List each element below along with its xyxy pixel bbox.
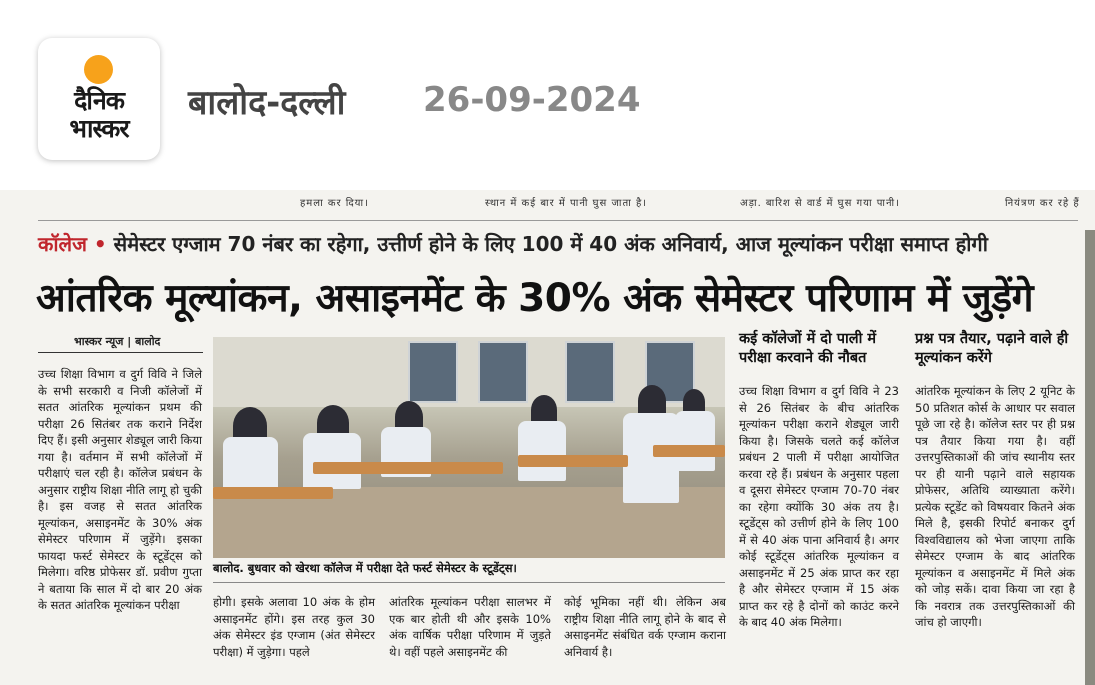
logo-text-line2: भास्कर — [69, 114, 129, 143]
logo-text-line1: दैनिक — [74, 86, 124, 115]
photo-caption: बालोद. बुधवार को खेरथा कॉलेज में परीक्षा देते फर्स्ट सेमेस्टर के स्टूडेंट्स। — [213, 561, 517, 575]
subheading-1: कई कॉलेजों में दो पाली में परीक्षा करवाने की नौबत — [739, 331, 877, 366]
edition-place: बालोद-दल्ली — [188, 83, 346, 123]
kicker-tag: कॉलेज — [38, 232, 87, 256]
article-column-3: आंतरिक मूल्यांकन परीक्षा सालभर में एक बार होती थी और इसके 10% अंक वार्षिक परीक्षा परिणाम में जुड़ते थे। वहीं पहले असाइनमेंट की — [389, 595, 551, 659]
cut-off-text-row — [0, 190, 1095, 212]
cut-text: अड़ा. बारिश से वार्ड में घुस गया पानी। — [740, 198, 900, 209]
subheading-2: प्रश्न पत्र तैयार, पढ़ाने वाले ही मूल्यांकन करेंगे — [915, 331, 1069, 366]
sun-icon — [84, 55, 113, 84]
app-header — [0, 0, 1095, 200]
article-column-2: होगी। इसके अलावा 10 अंक के होम असाइनमेंट होंगे। इस तरह कुल 30 अंक सेमेस्टर इंड एग्जाम (अंत सेमेस्टर परीक्षा) में जुड़ेगा। पहले — [213, 595, 375, 659]
adjacent-photo-edge — [1085, 230, 1095, 685]
article-column-1: उच्च शिक्षा विभाग व दुर्ग विवि ने जिले के सभी सरकारी व निजी कॉलेजों में सतत आंतरिक मूल्यांकन प्रथम की परीक्षा 26 सितंबर तक कराने निर्देश दिए हैं। इसी अनुसार शेड्यूल जारी किया गया है। वर्तमान में सभी कॉलेजों में परीक्षाएं चल रही है। कॉलेज प्रबंधन के अनुसार राष्ट्रीय शिक्षा नीति लागू हो चुकी है। इस वजह से सतत आंतरिक मूल्यांकन, असाइनमेंट के 30% अंक सेमेस्टर परिणाम में जुड़ेंगे। इसका फायदा फर्स्ट सेमेस्टर के स्टूडेंट्स को मिलेगा। वरिष्ठ प्रोफेसर डॉ. प्रवीण गुप्ता ने बताया कि साल में दो बार 20 अंक के सतत आंतरिक मूल्यांकन परीक्षा — [38, 367, 202, 612]
bullet-icon: • — [93, 232, 114, 256]
edition-date: 26-09-2024 — [423, 80, 641, 120]
article-kicker — [38, 230, 1095, 257]
kicker-text: सेमेस्टर एग्जाम 70 नंबर का रहेगा, उत्तीर्ण होने के लिए 100 में 40 अंक अनिवार्य, आज मूल्यांकन परीक्षा समाप्त होगी — [113, 232, 988, 256]
article-column-4: कोई भूमिका नहीं थी। लेकिन अब राष्ट्रीय शिक्षा नीति लागू होने के बाद से असाइनमेंट संबंधित वर्क एग्जाम कराना अनिवार्य है। — [564, 595, 726, 659]
dainik-bhaskar-logo[interactable] — [38, 38, 160, 160]
article-column-6: आंतरिक मूल्यांकन के लिए 2 यूनिट के 50 प्रतिशत कोर्स के आधार पर सवाल पूछे जा रहे है। कॉलेज स्तर पर ही प्रश्न पत्र तैयार किया गया है। वहीं उत्तरपुस्तिकाओं की जांच स्थानीय स्तर पर ही यानी पढ़ाने वाले सहायक प्रोफेसर, अतिथि व्याख्याता करेंगे। प्रत्येक स्टूडेंट को विषयवार कितने अंक मिले है, इसकी रिपोर्ट बनाकर दुर्ग विश्वविद्यालय को भेजा जाएगा ताकि सेमेस्टर एग्जाम के बाद आंतरिक मूल्यांकन व असाइनमेंट में मिले अंक को जोड़ सकें। दावा किया जा रहा है कि नवरात्र तक उत्तरपुस्तिकाओं की जांच हो जाएगी। — [915, 384, 1075, 629]
byline: भास्कर न्यूज | बालोद — [74, 335, 161, 348]
cut-text: नियंत्रण कर रहे हैं — [1005, 198, 1080, 209]
divider — [38, 352, 203, 353]
article-headline: आंतरिक मूल्यांकन, असाइनमेंट के 30% अंक सेमेस्टर परिणाम में जुड़ेंगे — [36, 276, 1034, 321]
article-column-5: उच्च शिक्षा विभाग व दुर्ग विवि ने 23 से 26 सितंबर के बीच आंतरिक मूल्यांकन परीक्षा कराने शेड्यूल जारी किया है। जिसके चलते कई कॉलेज प्रबंधन 2 पाली में परीक्षा आयोजित करवा रहे हैं। प्रबंधन के अनुसार पहला व दूसरा सेमेस्टर एग्जाम 70-70 नंबर का रहेगा क्योंकि 30 अंक तय है। स्टूडेंट्स को उत्तीर्ण होने के लिए 100 में से 40 अंक पाना अनिवार्य है। अगर कोई स्टूडेंट्स आंतरिक मूल्यांकन व असाइनमेंट में 25 अंक प्राप्त कर रहा है और सेमेस्टर एग्जाम में 15 अंक प्राप्त कर रहे है दोनों को काउंट करने के बाद 40 अंक मिलेगा। — [739, 384, 899, 629]
divider — [213, 582, 725, 583]
divider — [38, 220, 1078, 221]
cut-text: हमला कर दिया। — [300, 198, 369, 209]
cut-text: स्थान में कई बार में पानी घुस जाता है। — [485, 198, 648, 209]
classroom-photo — [213, 337, 725, 558]
newspaper-clipping — [0, 190, 1095, 685]
